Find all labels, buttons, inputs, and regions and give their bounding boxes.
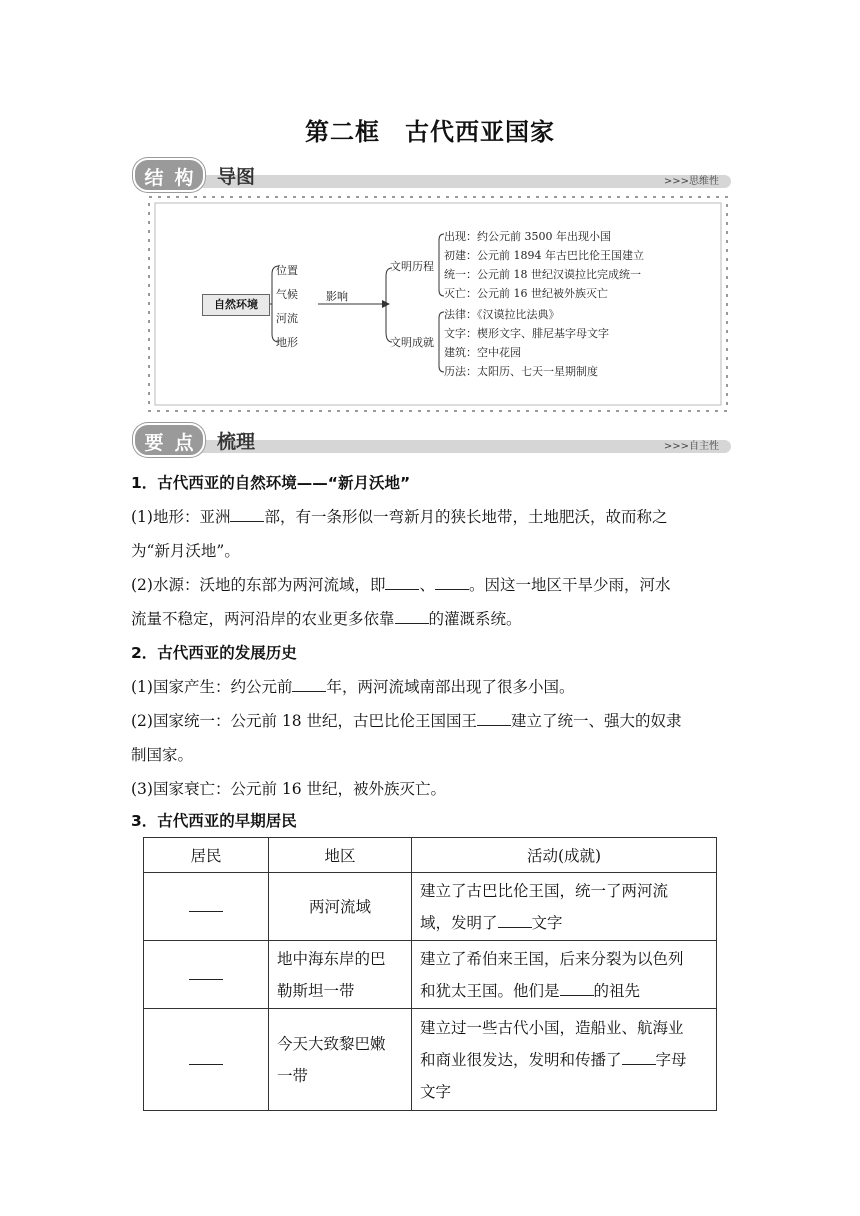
resident-cell (144, 1009, 269, 1111)
text: 、 (419, 576, 435, 594)
map-factor: 地形 (276, 336, 298, 349)
fill-blank[interactable] (435, 573, 469, 590)
map-achieve-item: 建筑：空中花园 (444, 346, 521, 359)
map-achieve-item: 法律：《汉谟拉比法典》 (444, 308, 560, 321)
fill-blank[interactable] (477, 709, 511, 726)
text: 一带 (277, 1066, 309, 1085)
column-header: 活动(成就) (412, 838, 717, 873)
paragraph (131, 670, 731, 704)
fill-blank[interactable] (385, 573, 419, 590)
banner-char: 构 (174, 167, 194, 189)
text: 勒斯坦一带 (277, 981, 355, 1000)
paragraph (131, 602, 731, 636)
paragraph: 制国家。 (131, 746, 194, 764)
region-cell (269, 1009, 412, 1111)
map-history-item: 统一：公元前 18 世纪汉谟拉比完成统一 (444, 268, 641, 281)
map-arrow-label: 影响 (326, 290, 348, 303)
banner-bar (193, 175, 731, 188)
paragraph (131, 500, 731, 534)
banner-tag: >>>自主性 (663, 441, 719, 452)
text: (1)国家产生：约公元前 (131, 678, 293, 696)
map-history-label: 文明历程 (390, 260, 434, 273)
section-banner-keypoints (133, 421, 731, 455)
section-heading: 3．古代西亚的早期居民 (131, 812, 297, 830)
fill-blank[interactable] (189, 965, 223, 980)
fill-blank[interactable] (622, 1050, 656, 1065)
text-line (420, 907, 708, 939)
paragraph (131, 568, 731, 602)
banner-char: 要 (144, 432, 164, 454)
text: 和犹太王国。他们是 (420, 981, 560, 1000)
fill-blank[interactable] (395, 607, 429, 624)
text: 部，有一条形似一弯新月的狭长地带，土地肥沃，故而称之 (264, 508, 668, 526)
banner-char: 点 (174, 432, 194, 454)
map-achieve-item: 文字：楔形文字、腓尼基字母文字 (444, 327, 609, 340)
text: 流量不稳定，两河沿岸的农业更多依靠 (131, 610, 395, 628)
text: (2)水源：沃地的东部为两河流域，即 (131, 576, 386, 594)
map-factor: 气候 (276, 288, 298, 301)
text: 文字 (531, 913, 563, 932)
section-heading: 2．古代西亚的发展历史 (131, 644, 297, 662)
text: 年，两河流域南部出现了很多小国。 (326, 678, 575, 696)
text: 域，发明了 (420, 913, 498, 932)
section-heading: 1．古代西亚的自然环境——“新月沃地” (131, 474, 411, 492)
banner-tag: >>>思维性 (663, 176, 719, 187)
residents-table (143, 837, 717, 1111)
fill-blank[interactable] (230, 505, 264, 522)
paragraph: 为“新月沃地”。 (131, 542, 240, 560)
banner-subtitle: 导图 (217, 166, 256, 188)
text: 的祖先 (593, 981, 641, 1000)
resident-cell (144, 941, 269, 1009)
fill-blank[interactable] (292, 675, 326, 692)
activity-cell (412, 941, 717, 1009)
text: 字母 (655, 1050, 687, 1069)
map-history-item: 灭亡：公元前 16 世纪被外族灭亡 (444, 287, 608, 300)
map-factor: 河流 (276, 312, 298, 325)
table-row (144, 941, 717, 1009)
banner-pill (133, 158, 205, 192)
paragraph (131, 704, 731, 738)
text: 的灌溉系统。 (428, 610, 522, 628)
region-cell: 两河流域 (269, 873, 412, 941)
text: (1)地形：亚洲 (131, 508, 231, 526)
text: 建立了希伯来王国，后来分裂为以色列 (420, 949, 684, 968)
mind-map (146, 194, 730, 414)
section-banner-structure (133, 156, 731, 190)
column-header: 居民 (144, 838, 269, 873)
banner-bar (193, 440, 731, 453)
text: 建立了统一、强大的奴隶 (511, 712, 682, 730)
table-header-row (144, 838, 717, 873)
table-row (144, 873, 717, 941)
text-line (420, 975, 708, 1007)
map-achieve-label: 文明成就 (390, 336, 434, 349)
fill-blank[interactable] (189, 897, 223, 912)
text: 文字 (420, 1082, 452, 1101)
text-line (420, 1044, 708, 1076)
paragraph: (3)国家衰亡：公元前 16 世纪，被外族灭亡。 (131, 780, 447, 798)
map-factor: 位置 (276, 264, 298, 277)
column-header: 地区 (269, 838, 412, 873)
fill-blank[interactable] (560, 981, 594, 996)
text: 建立过一些古代小国，造船业、航海业 (420, 1018, 684, 1037)
text: (2)国家统一：公元前 18 世纪，古巴比伦王国国王 (131, 712, 478, 730)
map-root: 自然环境 (202, 294, 270, 316)
text: 建立了古巴比伦王国，统一了两河流 (420, 881, 669, 900)
text: 地中海东岸的巴 (277, 949, 386, 968)
activity-cell (412, 1009, 717, 1111)
text: 。因这一地区干旱少雨，河水 (468, 576, 671, 594)
text: 今天大致黎巴嫩 (277, 1034, 386, 1053)
map-history-item: 初建：公元前 1894 年古巴比伦王国建立 (444, 249, 644, 262)
table-row (144, 1009, 717, 1111)
banner-subtitle: 梳理 (217, 431, 256, 453)
map-achieve-item: 历法：太阳历、七天一星期制度 (444, 365, 598, 378)
page-title: 第二框 古代西亚国家 (305, 118, 555, 146)
map-history-item: 出现：约公元前 3500 年出现小国 (444, 230, 611, 243)
resident-cell (144, 873, 269, 941)
activity-cell (412, 873, 717, 941)
fill-blank[interactable] (189, 1050, 223, 1065)
banner-pill (133, 423, 205, 457)
text: 和商业很发达，发明和传播了 (420, 1050, 622, 1069)
banner-char: 结 (144, 167, 164, 189)
region-cell (269, 941, 412, 1009)
fill-blank[interactable] (498, 913, 532, 928)
